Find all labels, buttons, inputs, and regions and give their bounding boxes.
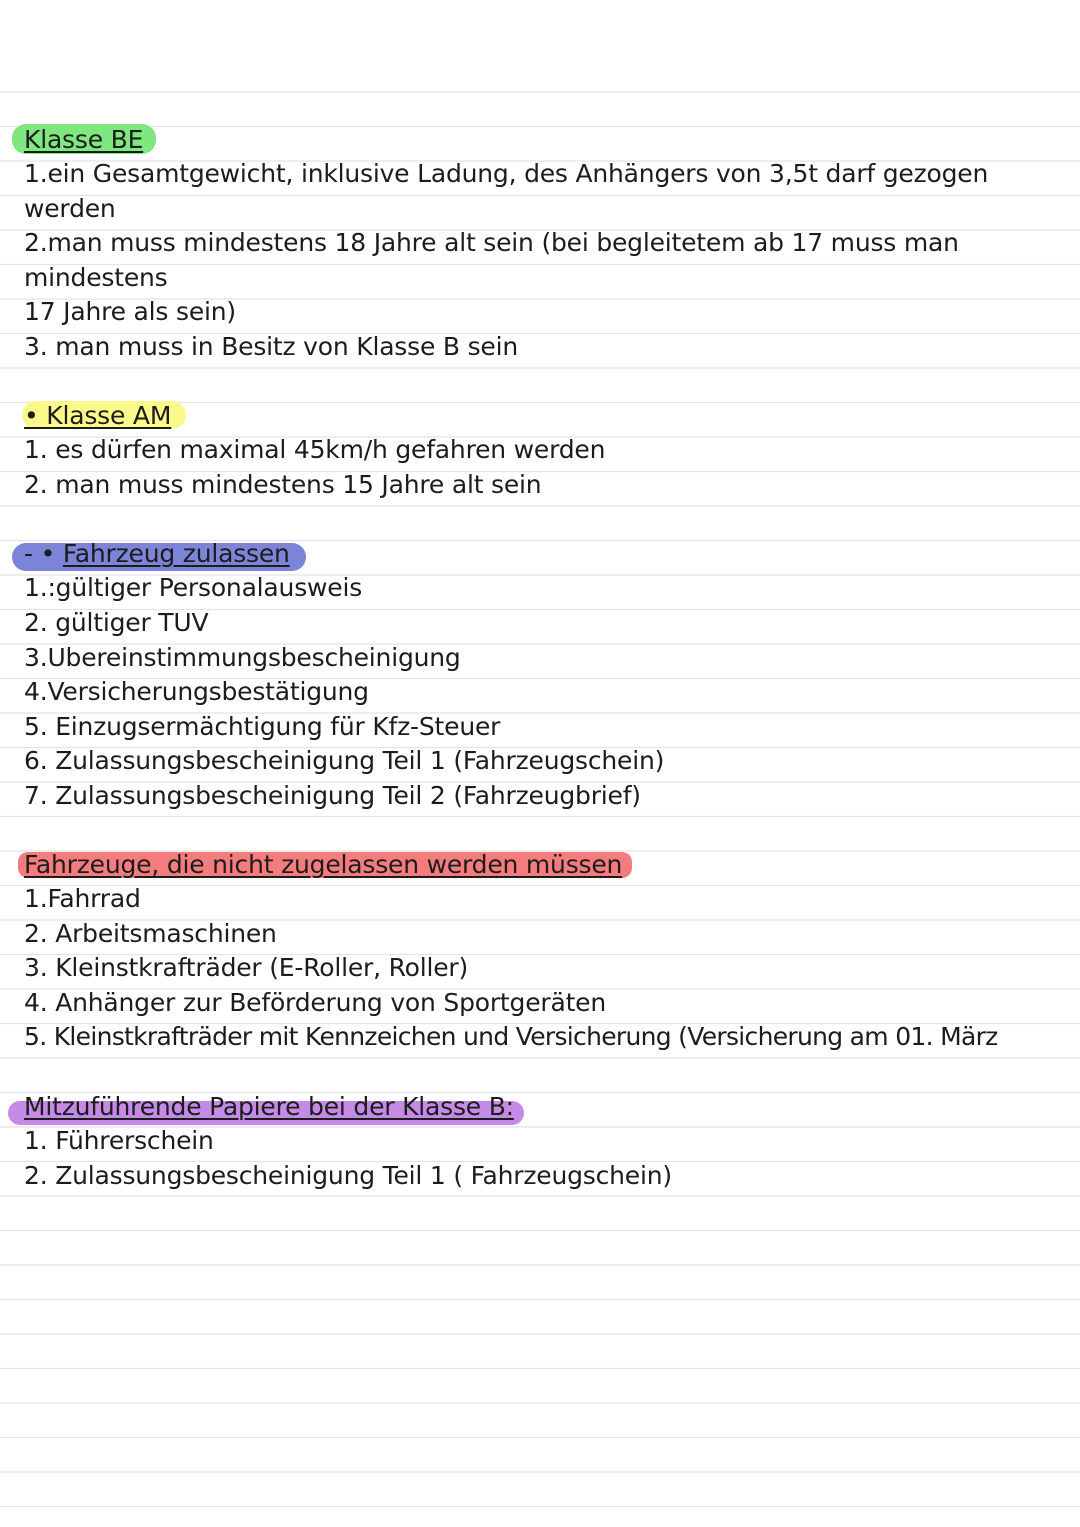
list-item: 2.man muss mindestens 18 Jahre alt sein (bei begleitetem ab 17 muss man (24, 228, 959, 257)
list-item: werden (24, 194, 116, 223)
list-item: 17 Jahre als sein) (24, 297, 236, 326)
list-item: 2. Zulassungsbescheinigung Teil 1 ( Fahrzeugschein) (24, 1161, 672, 1190)
list-item: 3.Ubereinstimmungsbescheinigung (24, 643, 461, 672)
list-item: mindestens (24, 263, 168, 292)
list-item: 1. Führerschein (24, 1126, 214, 1155)
list-item: 6. Zulassungsbescheinigung Teil 1 (Fahrzeugschein) (24, 746, 665, 775)
list-item: 1.Fahrrad (24, 884, 141, 913)
list-item: 4.Versicherungsbestätigung (24, 677, 369, 706)
list-item: 1. es dürfen maximal 45km/h gefahren werden (24, 435, 606, 464)
list-item: 2. man muss mindestens 15 Jahre alt sein (24, 470, 542, 499)
heading-fahrzeug-zulassen (24, 539, 290, 569)
heading-prefix: - • (24, 539, 56, 568)
list-item: 7. Zulassungsbescheinigung Teil 2 (Fahrzeugbrief) (24, 781, 641, 810)
heading-text: Fahrzeug zulassen (62, 539, 290, 568)
list-item: 5. Einzugsermächtigung für Kfz-Steuer (24, 712, 501, 741)
list-item: 4. Anhänger zur Beförderung von Sportgeräten (24, 988, 606, 1017)
heading-papiere: Mitzuführende Papiere bei der Klasse B: (24, 1092, 514, 1121)
heading-nicht-zugelassen: Fahrzeuge, die nicht zugelassen werden müssen (24, 850, 623, 879)
list-item: 2. Arbeitsmaschinen (24, 919, 277, 948)
list-item: 1.ein Gesamtgewicht, inklusive Ladung, des Anhängers von 3,5t darf gezogen (24, 159, 989, 188)
list-item: 5. Kleinstkrafträder mit Kennzeichen und Versicherung (Versicherung am 01. März (24, 1022, 998, 1051)
list-item: 1.:gültiger Personalausweis (24, 573, 363, 602)
heading-klasse-be: Klasse BE (24, 125, 144, 154)
list-item: 3. man muss in Besitz von Klasse B sein (24, 332, 518, 361)
list-item: 2. gültiger TUV (24, 608, 209, 637)
list-item: 3. Kleinstkrafträder (E-Roller, Roller) (24, 953, 469, 982)
heading-klasse-am: • Klasse AM (24, 401, 172, 430)
